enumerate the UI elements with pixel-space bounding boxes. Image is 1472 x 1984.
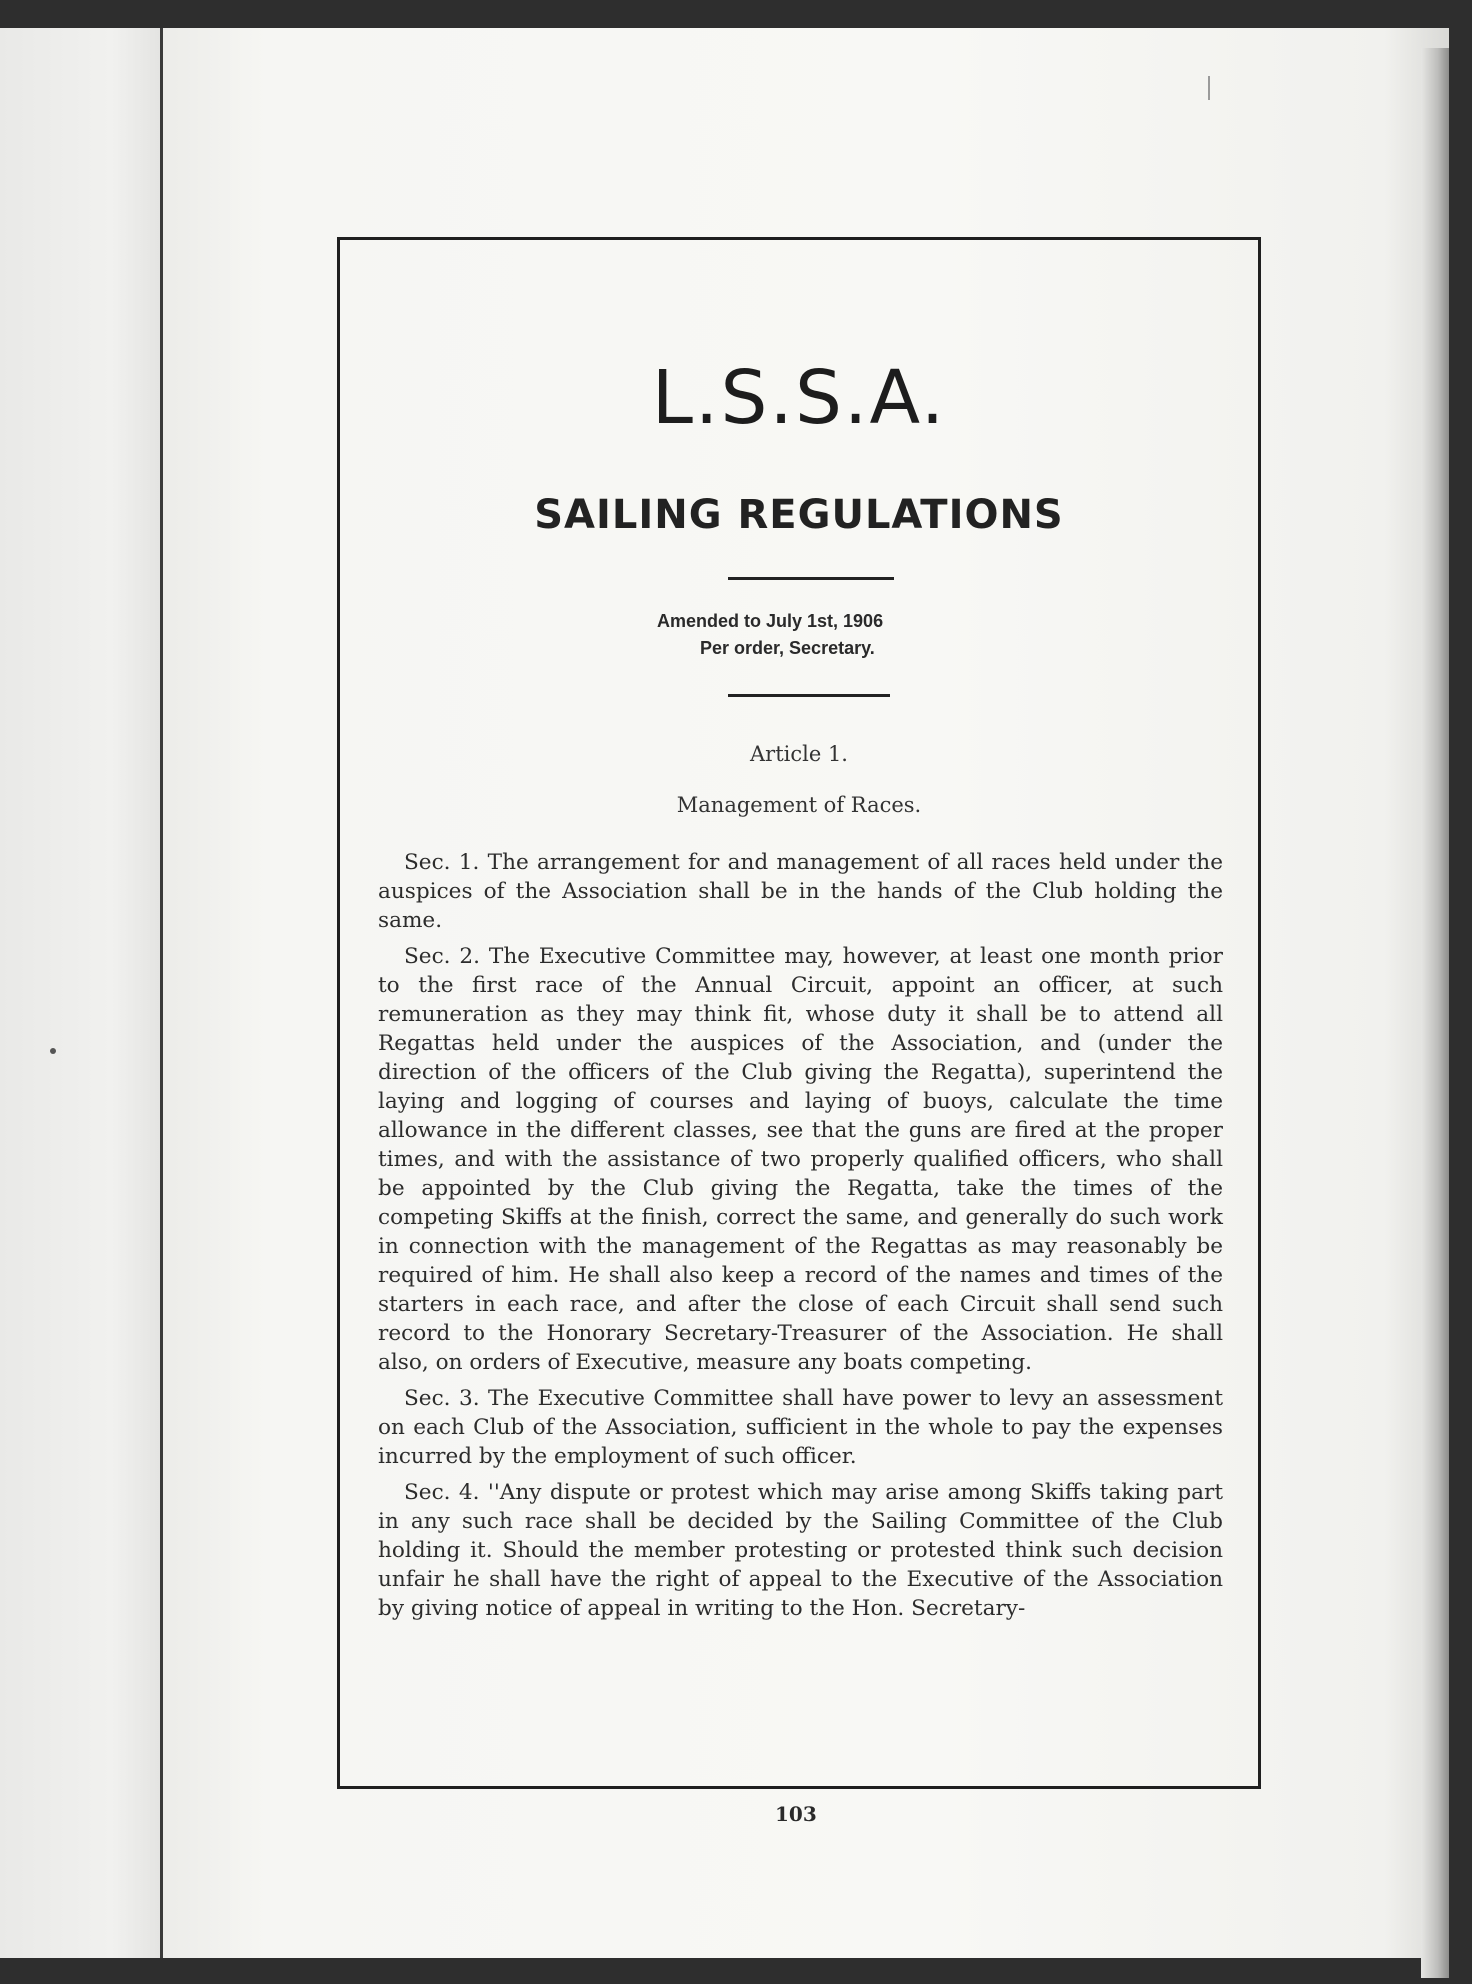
scan-mark — [1208, 76, 1210, 100]
document-title: L.S.S.A. — [651, 355, 947, 441]
page-number: 103 — [775, 1802, 817, 1826]
divider-rule-top — [728, 577, 894, 580]
ink-speck — [50, 1048, 56, 1054]
amended-date-line: Amended to July 1st, 1906 — [657, 611, 884, 631]
document-subtitle: SAILING REGULATIONS — [534, 492, 1064, 538]
section-4-paragraph: Sec. 4. ''Any dispute or protest which may arise among Skiffs taking part in any such race shall be decided by the Sailing Committee of the Club holding it. Should the member protesting or protested think such decision unfair he shall have the right of appeal to the Executive of the Association by giving notice of appeal in writing to the Hon. Secretary- — [378, 1480, 1223, 1621]
section-3-paragraph: Sec. 3. The Executive Committee shall have power to levy an assessment on each Club of the Association, sufficient in the whole to pay the expenses incurred by the employment of such officer. — [378, 1386, 1223, 1469]
book-page — [163, 28, 1449, 1958]
bordered-text-frame — [337, 237, 1261, 1789]
article-title: Management of Races. — [676, 793, 922, 817]
divider-rule-bottom — [728, 694, 890, 697]
page-edge-shadow — [1421, 48, 1449, 1978]
left-facing-page — [0, 28, 163, 1958]
section-2-paragraph: Sec. 2. The Executive Committee may, however, at least one month prior to the first race of the Annual Circuit, appoint an officer, at such remuneration as they may think fit, whose duty it shall be to attend all Regattas held under the auspices of the Association, and (under the direction of the officers of the Club giving the Regatta), superintend the laying and logging of courses and laying of buoys, calculate the time allowance in the different classes, see that the guns are fired at the proper times, and with the assistance of two properly qualified officers, who shall be appointed by the Club giving the Regatta, take the times of the competing Skiffs at the finish, correct the same, and generally do such work in connection with the management of the Regattas as may reasonably be required of him. He shall also keep a record of the names and times of the starters in each race, and after the close of each Circuit shall send such record to the Honorary Secretary-Treasurer of the Association. He shall also, on orders of Executive, measure any boats competing. — [378, 944, 1223, 1375]
regulation-body — [378, 848, 1223, 1630]
section-1-paragraph: Sec. 1. The arrangement for and management of all races held under the auspices of the Association shall be in the hands of the Club holding the same. — [378, 850, 1223, 933]
order-line: Per order, Secretary. — [700, 638, 875, 658]
article-heading: Article 1. — [750, 742, 848, 766]
